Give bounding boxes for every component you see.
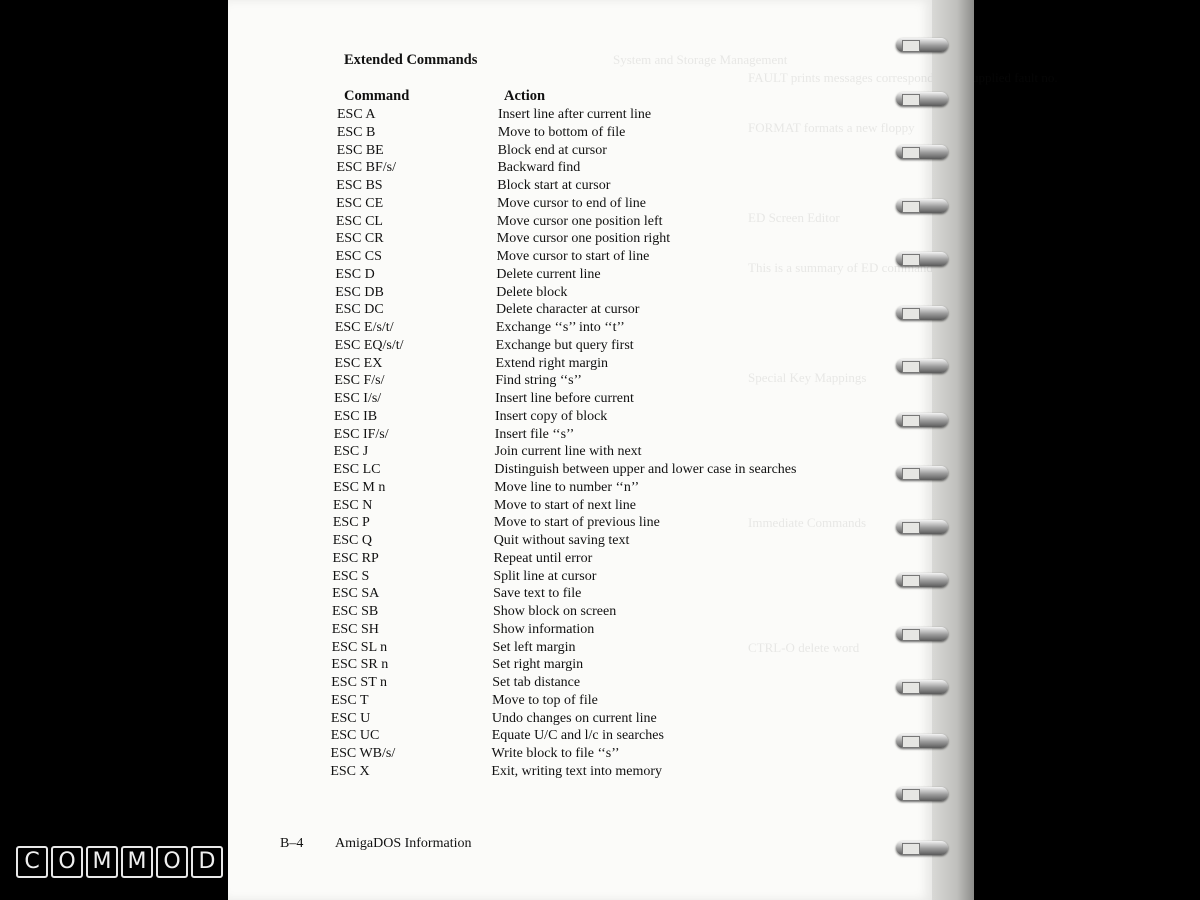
- table-row: [333, 497, 853, 515]
- table-row: [334, 426, 854, 444]
- watermark-letter: O: [156, 846, 188, 878]
- section-heading: Extended Commands: [344, 52, 478, 68]
- action-cell: Insert file ‘‘s’’: [494, 426, 575, 442]
- action-cell: Join current line with next: [494, 444, 642, 460]
- command-cell: ESC J: [333, 444, 369, 460]
- spiral-binding-coil: [896, 302, 950, 324]
- watermark-letter: C: [16, 846, 48, 878]
- command-cell: ESC SL n: [331, 639, 388, 655]
- action-cell: Delete current line: [496, 266, 601, 282]
- table-row: [332, 603, 852, 621]
- command-cell: ESC D: [335, 266, 375, 282]
- command-cell: ESC E/s/t/: [334, 320, 394, 335]
- action-cell: Find string ‘‘s’’: [495, 373, 582, 389]
- running-footer-title: AmigaDOS Information: [335, 836, 472, 851]
- action-column-header: Action: [504, 88, 546, 104]
- watermark-letter: M: [86, 846, 118, 878]
- spiral-binding-coil: [896, 34, 950, 56]
- action-cell: Move cursor to end of line: [497, 195, 647, 211]
- command-cell: ESC A: [337, 107, 376, 122]
- command-cell: ESC EQ/s/t/: [334, 337, 404, 353]
- command-cell: ESC BF/s/: [336, 160, 396, 176]
- command-cell: ESC EX: [334, 355, 383, 371]
- bleed-through-text: System and Storage Management FAULT prints messages corresponding to supplied fault no. FORMAT formats a new floppy ED Screen Editor This is a summary of ED commands Special Key Mappings Immediate Commands CTRL-O delete word: [613, 52, 1058, 655]
- spiral-binding-coil: [896, 195, 950, 217]
- table-row: [331, 674, 851, 692]
- command-cell: ESC Q: [332, 533, 372, 548]
- command-column-header: Command: [344, 88, 410, 104]
- table-row: [331, 656, 851, 674]
- spiral-binding-coil: [896, 88, 950, 110]
- action-cell: Move cursor one position left: [496, 213, 663, 229]
- table-row: [337, 142, 857, 160]
- spiral-binding-coil: [896, 409, 950, 431]
- table-row: [336, 195, 856, 213]
- command-cell: ESC RP: [332, 550, 379, 566]
- table-row: [336, 177, 856, 195]
- table-row: [332, 621, 852, 639]
- table-row: [334, 443, 854, 461]
- spiral-binding-coil: [896, 462, 950, 484]
- action-cell: Move to start of next line: [494, 497, 636, 513]
- command-cell: ESC P: [332, 515, 370, 531]
- spiral-binding-coil: [896, 355, 950, 377]
- command-cell: ESC DB: [335, 284, 384, 300]
- command-cell: ESC BE: [336, 142, 384, 158]
- action-cell: Move cursor to start of line: [496, 249, 650, 264]
- action-cell: Set left margin: [492, 639, 576, 655]
- table-row: [333, 532, 853, 550]
- action-cell: Block start at cursor: [497, 178, 611, 193]
- action-cell: Exchange but query first: [495, 337, 634, 353]
- spiral-binding-coil: [896, 676, 950, 698]
- command-cell: ESC SH: [331, 621, 379, 637]
- action-cell: Insert copy of block: [494, 408, 608, 424]
- table-row: [333, 461, 853, 479]
- action-cell: Insert line after current line: [498, 107, 652, 122]
- spiral-binding-coil: [896, 516, 950, 538]
- action-cell: Repeat until error: [493, 550, 593, 566]
- command-cell: ESC CS: [335, 249, 382, 264]
- spiral-binding-coil: [896, 623, 950, 645]
- action-cell: Insert line before current: [495, 391, 634, 406]
- spiral-binding-coil: [896, 248, 950, 270]
- command-cell: ESC M n: [333, 479, 386, 495]
- action-cell: Show block on screen: [492, 604, 617, 619]
- action-cell: Move line to number ‘‘n’’: [494, 479, 640, 495]
- table-row: [334, 408, 854, 426]
- page-stack-edge: [932, 0, 974, 900]
- command-cell: ESC SB: [331, 604, 379, 619]
- command-cell: ESC F/s/: [334, 373, 385, 389]
- action-cell: Move to top of file: [492, 692, 598, 708]
- command-cell: ESC CL: [335, 213, 383, 229]
- table-row: [334, 372, 854, 390]
- command-cell: ESC S: [332, 568, 370, 584]
- spiral-binding-coil: [896, 783, 950, 805]
- table-row: [331, 745, 851, 763]
- command-cell: ESC I/s/: [334, 391, 382, 406]
- action-cell: Move cursor one position right: [496, 231, 671, 247]
- action-cell: Undo changes on current line: [491, 710, 657, 726]
- command-cell: ESC CE: [336, 195, 384, 211]
- table-row: [333, 514, 853, 532]
- action-cell: Exchange ‘‘s’’ into ‘‘t’’: [495, 320, 625, 335]
- command-cell: ESC UC: [330, 728, 380, 744]
- page-number: B–4: [280, 836, 304, 851]
- command-cell: ESC ST n: [331, 675, 388, 690]
- table-row: [333, 550, 853, 568]
- spiral-binding-coil: [896, 730, 950, 752]
- table-row: [336, 248, 856, 266]
- action-cell: Distinguish between upper and lower case in searches: [494, 462, 797, 477]
- table-row: [332, 639, 852, 657]
- table-row: [333, 479, 853, 497]
- table-row: [331, 710, 851, 728]
- table-row: [336, 213, 856, 231]
- action-cell: Backward find: [497, 160, 581, 176]
- table-row: [335, 266, 855, 284]
- action-cell: Show information: [492, 621, 595, 637]
- action-cell: Move to bottom of file: [497, 124, 626, 140]
- spiral-binding-coil: [896, 837, 950, 859]
- action-cell: Set right margin: [492, 657, 584, 673]
- command-cell: ESC U: [330, 710, 371, 726]
- command-cell: ESC T: [331, 692, 369, 708]
- table-row: [330, 763, 850, 781]
- watermark-letter: D: [191, 846, 223, 878]
- command-cell: ESC N: [333, 497, 373, 513]
- table-row: [337, 124, 857, 142]
- command-cell: ESC X: [330, 763, 370, 779]
- action-cell: Quit without saving text: [493, 533, 630, 548]
- action-cell: Extend right margin: [495, 355, 608, 371]
- table-row: [335, 284, 855, 302]
- command-cell: ESC LC: [333, 462, 381, 477]
- table-row: [331, 692, 851, 710]
- action-cell: Equate U/C and l/c in searches: [491, 728, 664, 744]
- watermark-letter: O: [51, 846, 83, 878]
- command-cell: ESC IB: [333, 408, 378, 424]
- command-cell: ESC B: [336, 124, 376, 140]
- spiral-binding-coil: [896, 141, 950, 163]
- action-cell: Split line at cursor: [493, 568, 597, 584]
- table-row: [331, 727, 851, 745]
- action-cell: Delete character at cursor: [496, 302, 640, 318]
- command-cell: ESC WB/s/: [330, 746, 396, 761]
- command-cell: ESC DC: [335, 302, 384, 318]
- table-row: [337, 106, 857, 124]
- action-cell: Delete block: [496, 284, 568, 300]
- table-row: [335, 301, 855, 319]
- watermark-logo: [16, 846, 223, 878]
- action-cell: Exit, writing text into memory: [491, 763, 663, 779]
- action-cell: Move to start of previous line: [493, 515, 660, 531]
- action-cell: Save text to file: [493, 586, 582, 602]
- command-table: [330, 106, 857, 781]
- table-row: [332, 585, 852, 603]
- command-cell: ESC CR: [335, 231, 384, 247]
- action-cell: Block end at cursor: [497, 142, 607, 158]
- action-cell: Set tab distance: [492, 675, 581, 690]
- spiral-binding-coil: [896, 569, 950, 591]
- table-row: [335, 319, 855, 337]
- command-cell: ESC BS: [336, 178, 383, 193]
- table-row: [334, 390, 854, 408]
- command-cell: ESC SA: [332, 586, 380, 602]
- table-row: [335, 337, 855, 355]
- watermark-letter: M: [121, 846, 153, 878]
- table-row: [336, 230, 856, 248]
- action-cell: Write block to file ‘‘s’’: [491, 746, 620, 761]
- table-row: [336, 159, 856, 177]
- command-cell: ESC IF/s/: [333, 426, 389, 442]
- table-row: [332, 568, 852, 586]
- table-row: [334, 355, 854, 373]
- command-cell: ESC SR n: [331, 657, 389, 673]
